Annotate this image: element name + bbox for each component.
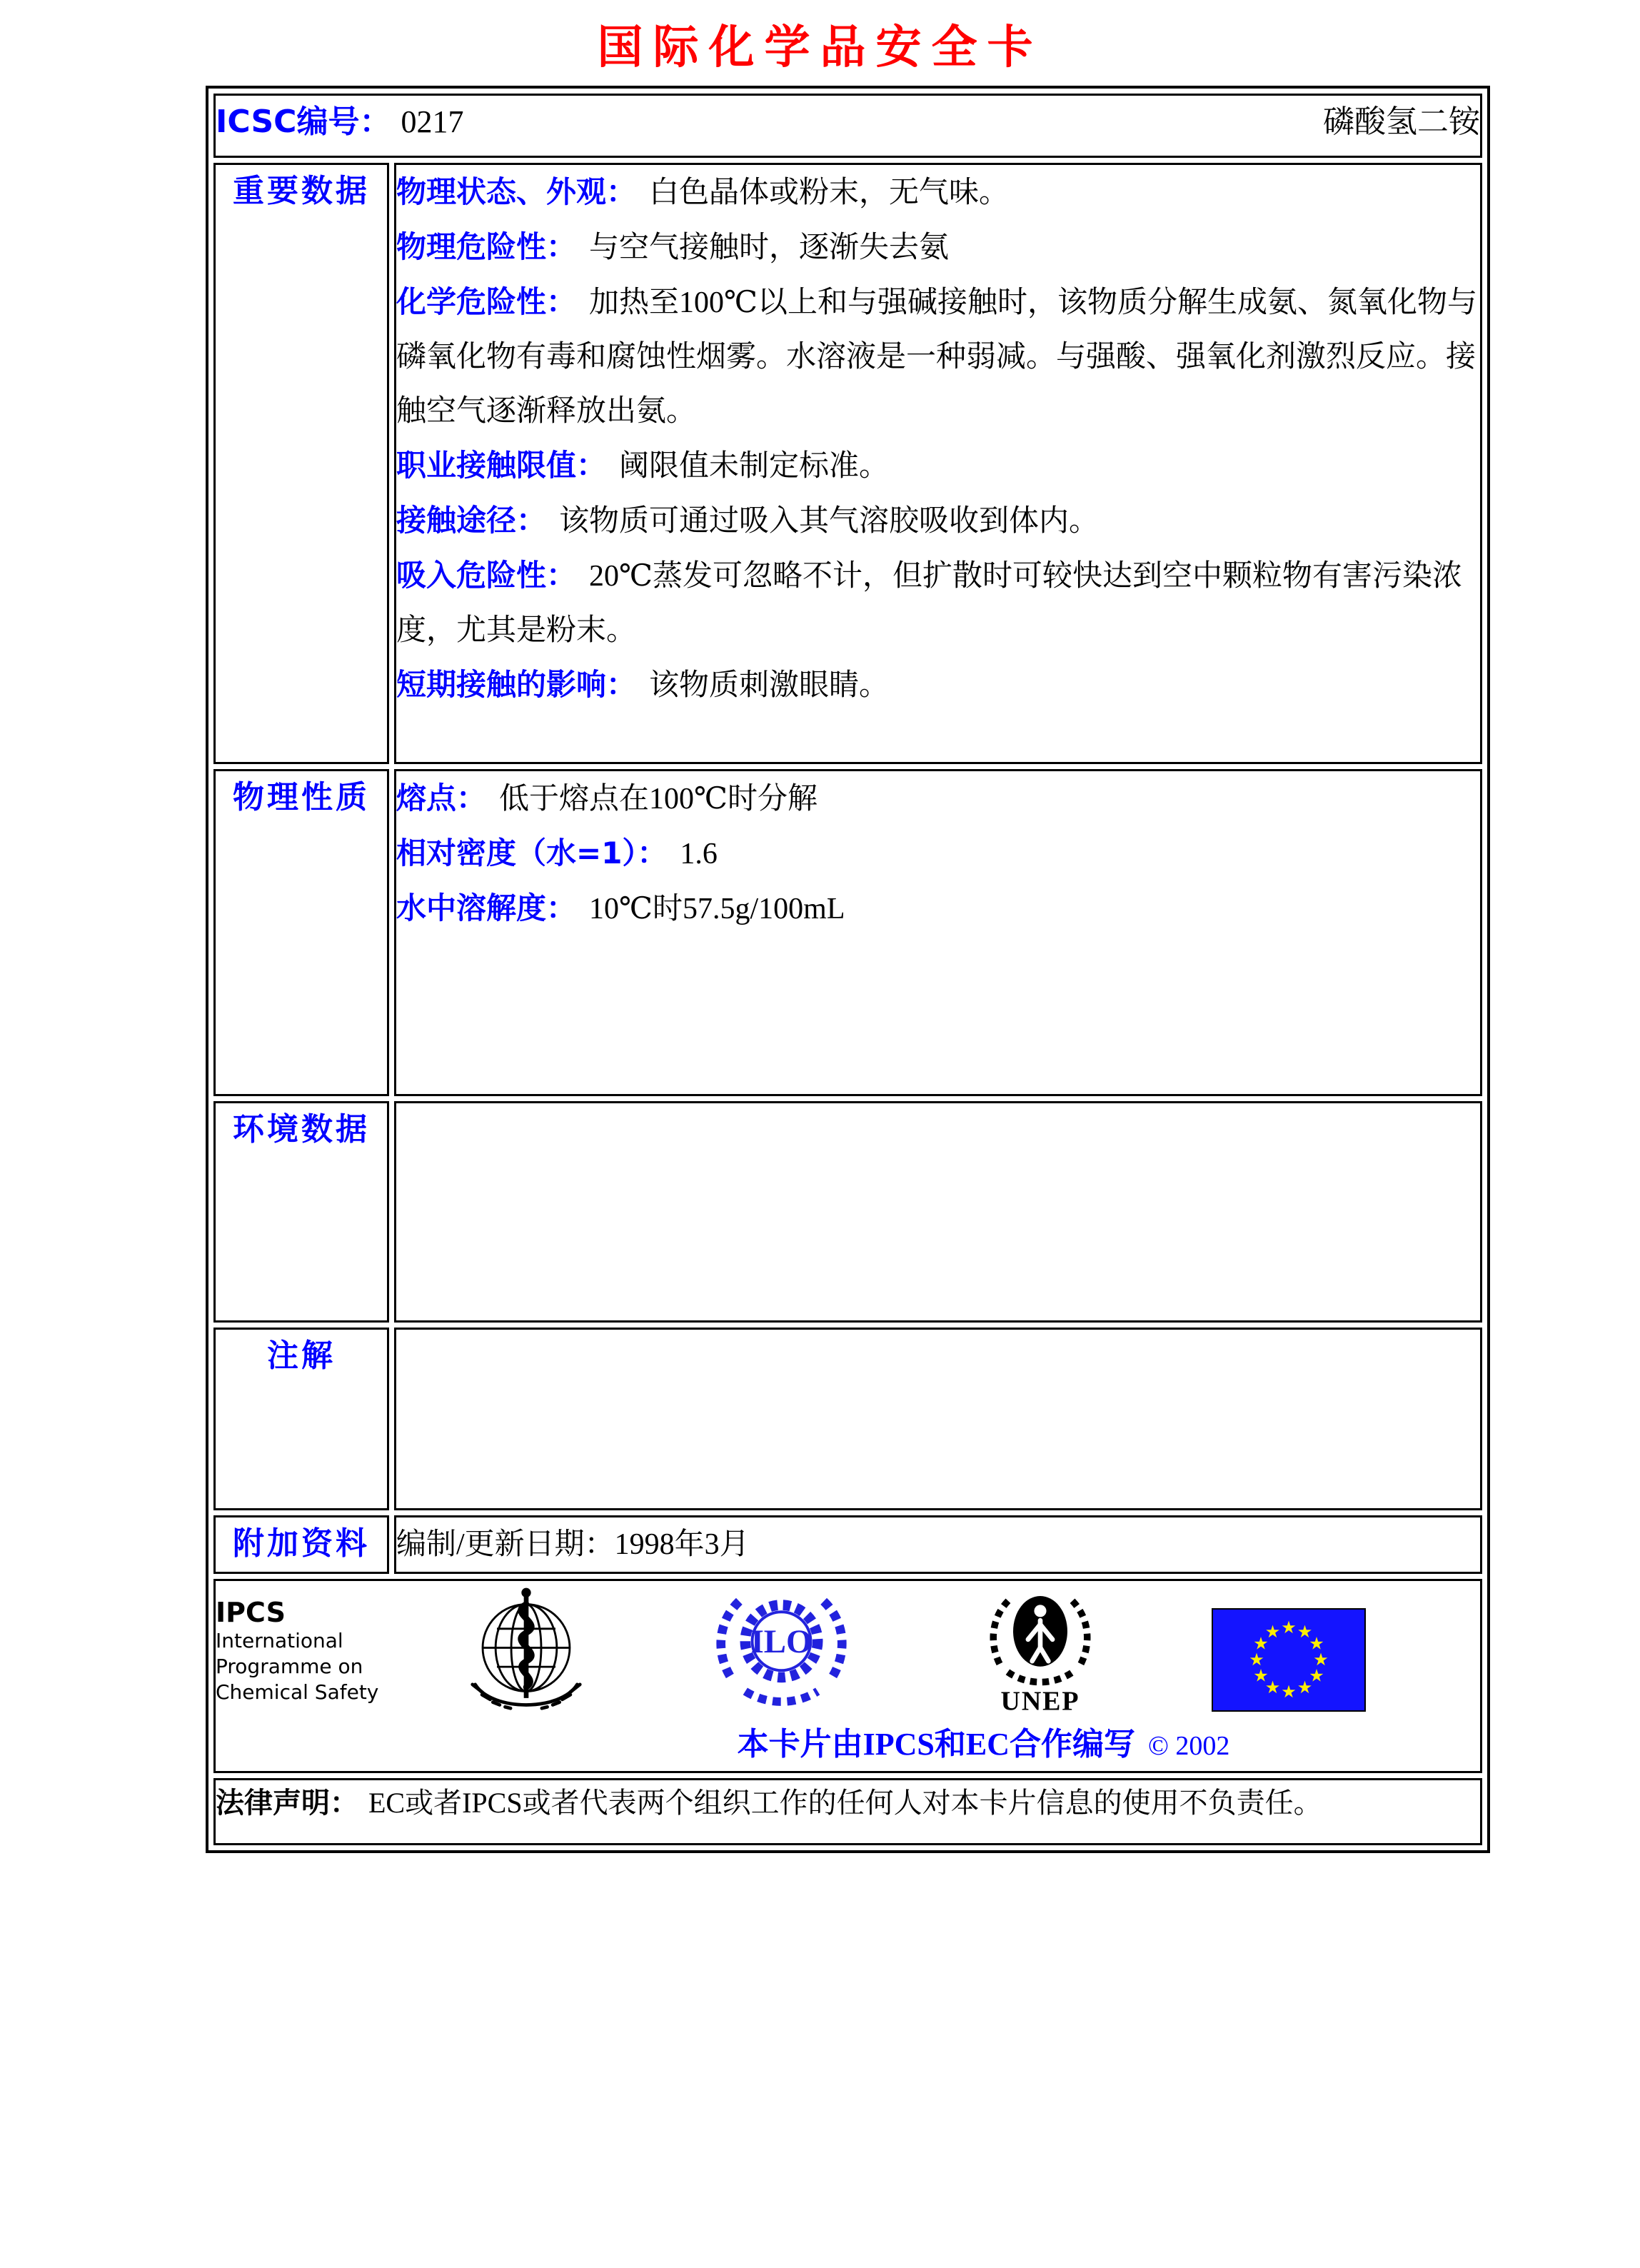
section-row-physical-properties: [213, 769, 1482, 1096]
update-date-value: 1998年3月: [614, 1527, 750, 1561]
important-item: [396, 658, 1480, 713]
item-label: 物理状态、外观：: [396, 174, 637, 209]
section-content-environmental-data: [394, 1101, 1482, 1323]
item-label: 短期接触的影响：: [396, 666, 637, 702]
svg-text:★: ★: [1313, 1649, 1329, 1670]
section-content-important-data: [394, 163, 1482, 764]
svg-text:★: ★: [1264, 1621, 1281, 1642]
important-item: [396, 165, 1480, 220]
important-item: [396, 438, 1480, 493]
item-label: 吸入危险性：: [396, 557, 577, 593]
section-row-important-data: [213, 163, 1482, 764]
section-content-physical-properties: [394, 769, 1482, 1096]
legal-label: 法律声明：: [216, 1786, 358, 1820]
unep-logo-text: UNEP: [1000, 1686, 1080, 1717]
page-title: 国际化学品安全卡: [597, 22, 1043, 73]
ipcs-text-block: [216, 1597, 423, 1705]
item-label: 物理危险性：: [396, 229, 577, 264]
icsc-number-value: 0217: [401, 104, 464, 139]
item-text: 10℃时57.5g/100mL: [589, 892, 845, 925]
item-label: 相对密度（水=1）：: [396, 835, 668, 870]
header-row: [213, 94, 1482, 158]
item-text: 低于熔点在100℃时分解: [499, 782, 818, 816]
footer-caption: [487, 1727, 1480, 1763]
section-row-additional-info: [213, 1515, 1482, 1574]
legal-row: [213, 1778, 1482, 1845]
ilo-logo-text: ILO: [750, 1622, 813, 1660]
section-content-additional-info: [394, 1515, 1482, 1574]
icsc-card-table: [206, 86, 1490, 1853]
important-item: [396, 548, 1480, 658]
unep-logo-icon: [972, 1582, 1108, 1717]
svg-text:★: ★: [1297, 1621, 1313, 1642]
item-label: 接触途径：: [396, 502, 547, 538]
item-text: 白色晶体或粉末，无气味。: [649, 176, 1010, 209]
chemical-name: 磷酸氢二铵: [1323, 104, 1480, 139]
legal-statement: [216, 1780, 1480, 1821]
item-label: 化学危险性：: [396, 284, 577, 319]
svg-text:★: ★: [1264, 1677, 1281, 1697]
who-logo-icon: [455, 1581, 598, 1727]
section-content-notes: [394, 1328, 1482, 1510]
svg-text:★: ★: [1249, 1649, 1264, 1670]
item-text: 加热至100℃以上和与强碱接触时，该物质分解生成氨、氮氧化物与磷氧化物有毒和腐蚀性烟雾。水溶液是一种弱减。与强酸、强氧化剂激烈反应。接触空气逐渐释放出氨。: [396, 286, 1478, 428]
item-text: 与空气接触时，逐渐失去氨: [589, 231, 950, 264]
section-label-physical-properties: 物理性质: [213, 769, 389, 1096]
copyright-text: © 2002: [1148, 1730, 1230, 1761]
svg-text:★: ★: [1309, 1633, 1324, 1654]
item-label: 水中溶解度：: [396, 890, 577, 925]
svg-text:★: ★: [1253, 1665, 1269, 1686]
svg-text:★: ★: [1297, 1677, 1313, 1697]
section-row-notes: [213, 1328, 1482, 1510]
icsc-number-field: [216, 96, 463, 141]
section-label-important-data: 重要数据: [213, 163, 389, 764]
ipcs-line: Programme on: [216, 1654, 363, 1678]
physical-item: [396, 771, 1480, 826]
physical-item: [396, 881, 1480, 936]
ipcs-line: International: [216, 1628, 343, 1652]
item-text: 该物质可通过吸入其气溶胶吸收到体内。: [559, 504, 1100, 538]
important-item: [396, 220, 1480, 275]
section-label-notes: 注解: [213, 1328, 389, 1510]
caption-text: 本卡片由IPCS和EC合作编写: [737, 1726, 1135, 1762]
important-item: [396, 493, 1480, 548]
eu-flag-icon: [1212, 1608, 1366, 1712]
section-label-additional-info: 附加资料: [213, 1515, 389, 1574]
svg-text:★: ★: [1309, 1665, 1324, 1686]
svg-text:★: ★: [1281, 1617, 1297, 1637]
icsc-number-label: ICSC编号：: [216, 103, 391, 140]
item-label: 职业接触限值：: [396, 447, 607, 483]
footer-row: [213, 1579, 1482, 1773]
section-row-environmental-data: [213, 1101, 1482, 1323]
item-text: 阈限值未制定标准。: [619, 449, 890, 483]
ipcs-line: Chemical Safety: [216, 1680, 379, 1704]
item-label: 熔点：: [396, 780, 487, 816]
update-date-label: 编制/更新日期：: [396, 1527, 615, 1561]
ipcs-title: IPCS: [216, 1596, 286, 1628]
physical-item: [396, 826, 1480, 881]
item-text: 1.6: [680, 837, 718, 870]
section-label-environmental-data: 环境数据: [213, 1101, 389, 1323]
legal-text: EC或者IPCS或者代表两个组织工作的任何人对本卡片信息的使用不负责任。: [368, 1786, 1322, 1819]
logos-row: [216, 1581, 1480, 1727]
important-item: [396, 275, 1480, 438]
ilo-logo-icon: [712, 1585, 851, 1708]
item-text: 20℃蒸发可忽略不计，但扩散时可较快达到空中颗粒物有害污染浓度，尤其是粉末。: [396, 559, 1463, 647]
svg-text:★: ★: [1253, 1633, 1269, 1654]
item-text: 该物质刺激眼睛。: [649, 668, 890, 702]
svg-text:★: ★: [1281, 1681, 1297, 1702]
